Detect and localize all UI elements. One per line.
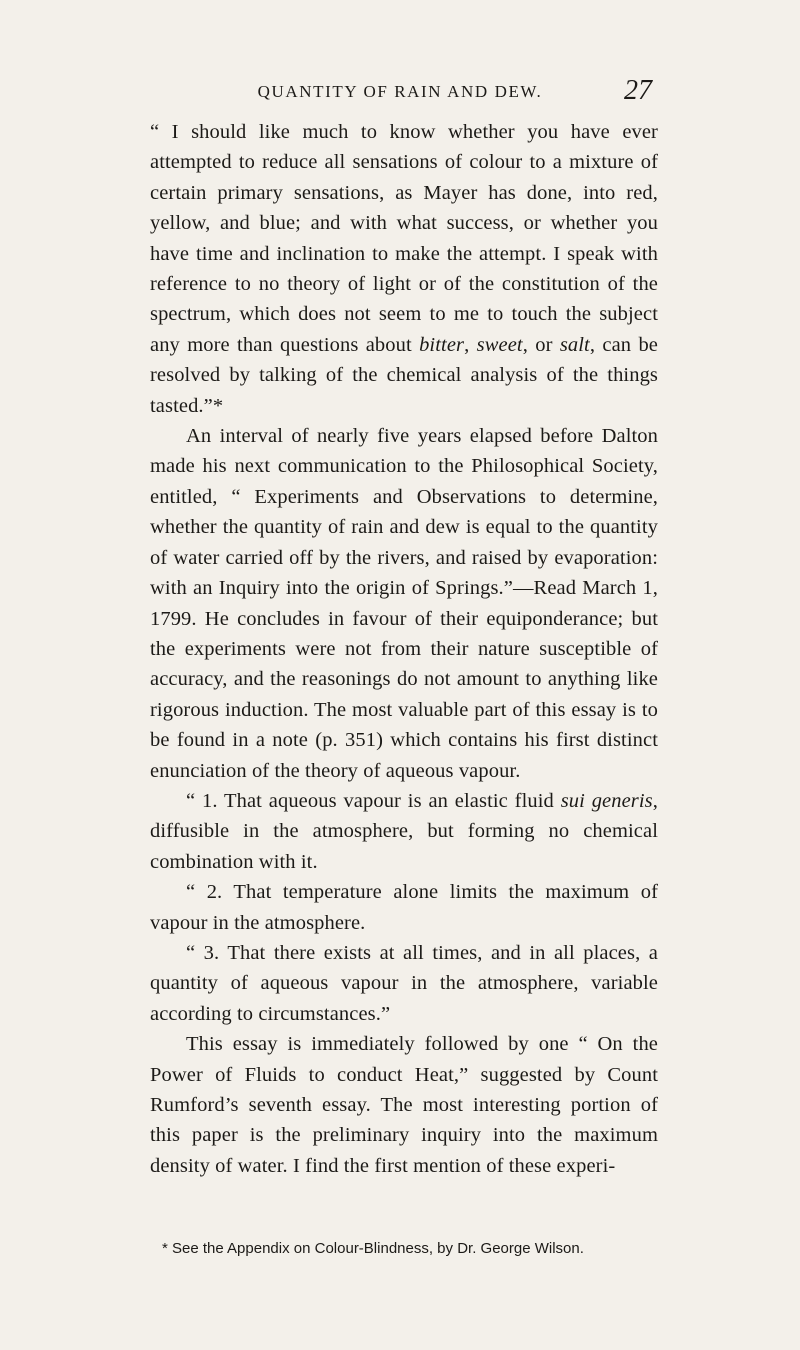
text-run: “ I should like much to know whether you have ever attempted to reduce all sensations of colour to a mixture of certain primary sensations, as Mayer has done, into red, yellow, and blue; and with what success, or whether you have time and inclination to make the attempt. I speak with reference to no theory of light or of the constitution of the spectrum, which does not seem to me to touch the subject any more than questions about — [150, 121, 658, 356]
page-number: 27 — [624, 75, 652, 106]
text-run: , — [464, 333, 477, 356]
text-run: This essay is immediately followed by one “ On the Power of Fluids to conduct Heat,” suggested by Count Rumford’s seventh essay. The most interesting portion of this paper is the preliminary inquiry into the maximum density of water. I find the first mention of these experi- — [150, 1033, 658, 1177]
paragraph-vapour-point-2 — [150, 877, 658, 938]
text-run: An interval of nearly five years elapsed before Dalton made his next communication to the Philosophical Society, entitled, “ Experiments and Observations to determine, whether the quantity of rain and dew is equal to the quantity of water carried off by the rivers, and raised by evaporation: with an Inquiry into the origin of Springs.”—Read March 1, 1799. He concludes in favour of their equiponderance; but the experiments were not from their nature susceptible of accuracy, and the reasonings do not amount to anything like rigorous induction. The most valuable part of this essay is to be found in a note (p. 351) which contains his first distinct enunciation of the theory of aqueous vapour. — [150, 425, 658, 782]
paragraph-dalton-communication — [150, 421, 658, 786]
paragraph-quote-colour — [150, 117, 658, 421]
body-text — [150, 117, 658, 1181]
text-run: “ 1. That aqueous vapour is an elastic fluid — [186, 789, 561, 812]
text-run: “ 2. That temperature alone limits the maximum of vapour in the atmosphere. — [150, 881, 658, 934]
running-head — [0, 75, 800, 108]
italic-text: salt — [559, 333, 590, 356]
italic-text: sui generis — [560, 789, 653, 812]
italic-text: bitter — [419, 333, 465, 356]
italic-text: sweet — [476, 333, 523, 356]
text-run: , can be resolved by talking of the chemical analysis of the things tasted.”* — [150, 333, 659, 417]
text-run: , diffusible in the atmosphere, but forming no chemical combination with it. — [150, 789, 658, 873]
paragraph-vapour-point-1 — [150, 786, 658, 877]
paragraph-vapour-point-3 — [150, 938, 658, 1029]
text-run: “ 3. That there exists at all times, and in all places, a quantity of aqueous vapour in the atmosphere, variable according to circumstances.” — [150, 941, 658, 1025]
text-run: , or — [522, 333, 560, 356]
footnote: * See the Appendix on Colour-Blindness, by Dr. George Wilson. — [162, 1240, 584, 1257]
paragraph-power-of-fluids — [150, 1029, 658, 1181]
running-head-title: QUANTITY OF RAIN AND DEW. — [257, 82, 543, 101]
